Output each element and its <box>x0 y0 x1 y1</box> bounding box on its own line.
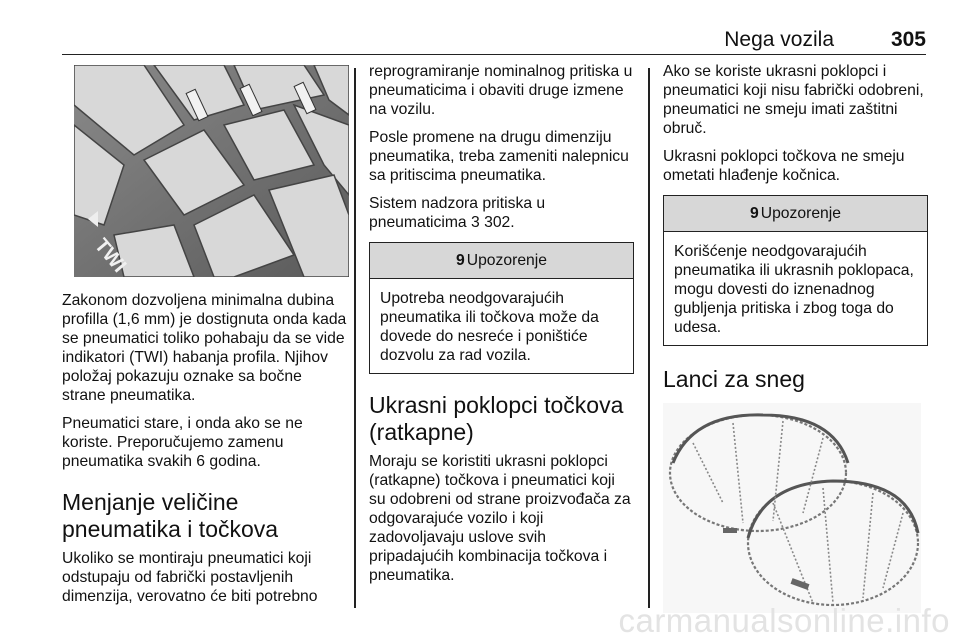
column-2 <box>369 62 634 594</box>
warning-header <box>664 196 927 232</box>
section-heading: Ukrasni poklopci točkova (ratkapne) <box>369 392 624 445</box>
section-heading: Menjanje veličine pneumatika i točkova <box>62 489 279 542</box>
section-heading: Lanci za sneg <box>663 366 805 392</box>
twi-label: TWI <box>89 234 131 277</box>
paragraph: Posle promene na drugu dimenziju pneumatika, treba zameniti nalepnicu sa pritiscima pneumatika. <box>369 129 629 184</box>
paragraph: Ukoliko se montiraju pneumatici koji odstupaju od fabrički postavljenih dimenzija, verovatno će biti potrebno <box>62 550 318 605</box>
paragraph: reprogramiranje nominalnog pritiska u pneumaticima i obaviti druge izmene na vozilu. <box>369 63 633 118</box>
tire-tread-image <box>74 65 349 277</box>
paragraph <box>369 194 634 232</box>
warning-triangle-icon: 9 <box>456 252 465 269</box>
paragraph: Moraju se koristiti ukrasni poklopci (ratkapne) točkova i pneumatici koji su odobreni od strane proizvođača za odgovarajuće vozilo i koji zadovoljavaju uslove svih pripadajućih kombinacija točkova i pneumatika. <box>369 453 631 584</box>
column-divider <box>354 68 356 608</box>
warning-title: Upozorenje <box>760 205 841 222</box>
column-1 <box>62 62 347 615</box>
paragraph: Ako se koriste ukrasni poklopci i pneumatici koji nisu fabrički odobreni, pneumatici ne smeju imati zaštitni obruč. <box>663 63 924 137</box>
watermark: carmanualsonline.info <box>618 602 950 639</box>
paragraph: Ukrasni poklopci točkova ne smeju ometati hlađenje kočnica. <box>663 148 905 184</box>
page-header <box>62 14 926 55</box>
column-divider <box>648 68 650 608</box>
paragraph: Zakonom dozvoljena minimalna dubina profilla (1,6 mm) je dostignuta onda kada se pneumatici toliko pohabaju da se vide indikatori (TWI) habanja profila. Njihov položaj pokazuju oznake sa bočne strane pneumatika. <box>62 292 347 404</box>
reference-arrow-icon: 3 <box>471 214 480 231</box>
page-number: 305 <box>890 28 926 51</box>
warning-text: Korišćenje neodgovarajućih pneumatika ili ukrasnih poklopaca, mogu dovesti do iznenadnog gubljenja pritiska i zbog toga do udesa. <box>674 243 914 336</box>
column-3 <box>663 62 928 613</box>
section-title: Nega vozila <box>724 28 834 51</box>
paragraph: Pneumatici stare, i onda ako se ne koriste. Preporučujemo zamenu pneumatika svakih 6 godina. <box>62 415 303 470</box>
page-reference[interactable]: 302. <box>484 214 515 231</box>
warning-body <box>664 232 927 345</box>
warning-box <box>663 195 928 346</box>
paragraph-text: Sistem nadzora pritiska u pneumaticima <box>369 195 546 231</box>
warning-body <box>370 279 633 373</box>
warning-header <box>370 243 633 279</box>
warning-box <box>369 242 634 374</box>
warning-title: Upozorenje <box>466 252 547 269</box>
warning-triangle-icon: 9 <box>750 205 759 222</box>
warning-text: Upotreba neodgovarajućih pneumatika ili točkova može da dovede do nesreće i poništiće dozvolu za rad vozila. <box>380 290 599 364</box>
snow-chains-image <box>663 403 921 613</box>
